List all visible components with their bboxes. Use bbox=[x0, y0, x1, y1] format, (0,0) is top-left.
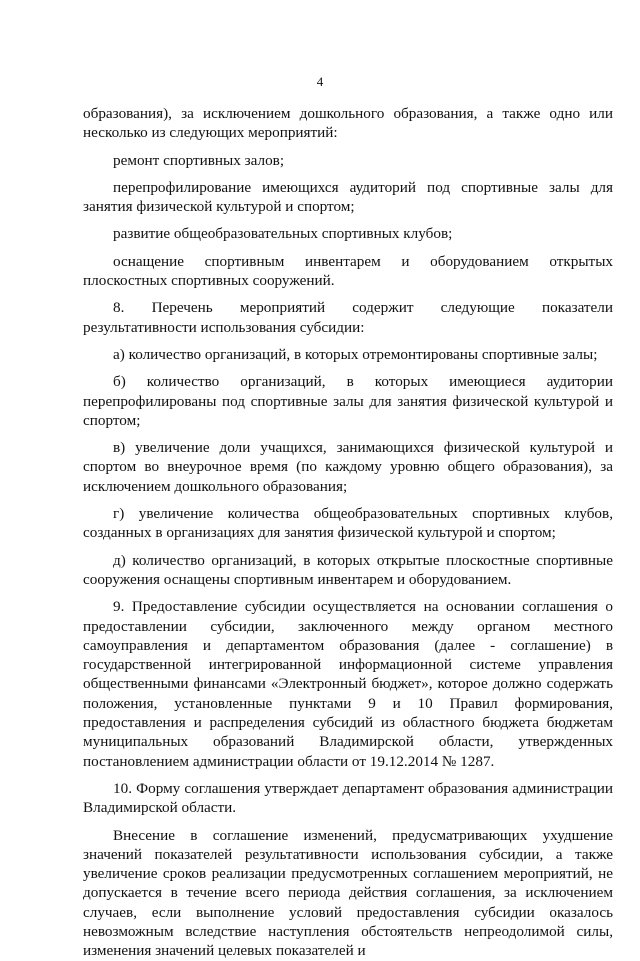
paragraph-indicator-b: б) количество организаций, в которых имеющиеся аудитории перепрофилированы под спортивные залы для занятия физической культурой и спортом; bbox=[83, 373, 613, 429]
paragraph-clause-10: 10. Форму соглашения утверждает департамент образования администрации Владимирской области. bbox=[83, 779, 613, 817]
paragraph-indicator-g: г) увеличение количества общеобразовательных спортивных клубов, созданных в организациях для занятия физической культурой и спортом; bbox=[83, 505, 613, 542]
paragraph-list-item: ремонт спортивных залов; bbox=[113, 151, 285, 169]
paragraph-list-item: оснащение спортивным инвентарем и оборудованием открытых плоскостных спортивных сооружений. bbox=[83, 252, 613, 290]
paragraph-list-item: перепрофилирование имеющихся аудиторий под спортивные залы для занятия физической культурой и спортом; bbox=[83, 178, 613, 216]
paragraph-continuation: образования), за исключением дошкольного образования, а также одно или несколько из следующих мероприятий: bbox=[83, 105, 613, 142]
paragraph-indicator-v: в) увеличение доли учащихся, занимающихся физической культурой и спортом во внеурочное время (по каждому уровню общего образования), за исключением дошкольного образования; bbox=[83, 439, 613, 495]
paragraph-list-item: развитие общеобразовательных спортивных клубов; bbox=[113, 225, 453, 243]
paragraph-indicator-d: д) количество организаций, в которых открытые плоскостные спортивные сооружения оснащены спортивным инвентарем и оборудованием. bbox=[83, 551, 613, 588]
paragraph-clause-8: 8. Перечень мероприятий содержит следующие показатели результативности использования субсидии: bbox=[83, 299, 613, 336]
page-number: 4 bbox=[316, 74, 324, 89]
document-body bbox=[83, 104, 613, 961]
paragraph-amendments: Внесение в соглашение изменений, предусматривающих ухудшение значений показателей результативности использования субсидии, а также увеличение сроков реализации предусмотренных соглашением мероприятий, не допускается в течение всего периода действия соглашения, за исключением случаев, если выполнение условий предоставления субсидии оказалось невозможным вследствие наступления обстоятельств непреодолимой силы, изменения значений целевых показателей и bbox=[83, 826, 613, 960]
paragraph-clause-9: 9. Предоставление субсидии осуществляется на основании соглашения о предоставлении субсидии, заключенного между органом местного самоуправления и департаментом образования (далее - соглашение) в государственной интегрированной информационной системе управления общественными финансами «Электронный бюджет», которое должно содержать положения, установленные пунктами 9 и 10 Правил формирования, предоставления и распределения субсидий из областного бюджета бюджетам муниципальных образований Владимирской области, утвержденных постановлением администрации области от 19.12.2014 № 1287. bbox=[83, 598, 613, 770]
paragraph-indicator-a: а) количество организаций, в которых отремонтированы спортивные залы; bbox=[113, 345, 598, 363]
